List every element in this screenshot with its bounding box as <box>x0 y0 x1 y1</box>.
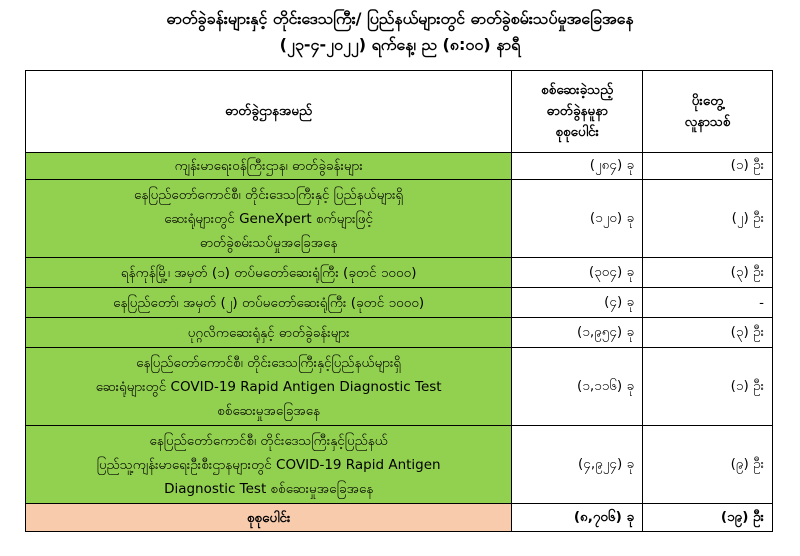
header-positive-line1: ပိုးတွေ့ <box>691 92 724 109</box>
tests-cell: (၁,၁၁၆) ခု <box>512 348 643 426</box>
lab-name-line: နေပြည်တော်ကောင်စီ၊ တိုင်းဒေသကြီးနှင့် ပြည်နယ်များရှိ <box>134 186 404 203</box>
table-row <box>26 288 773 318</box>
header-tests-line1: စစ်ဆေးခဲ့သည့် <box>541 82 614 98</box>
tests-cell: (၃၀၄) ခု <box>512 258 643 288</box>
lab-name-cell <box>26 348 512 426</box>
lab-name-cell <box>26 258 512 288</box>
total-row <box>26 504 773 532</box>
lab-name-cell <box>26 426 512 504</box>
positive-cell: (၁) ဦး <box>643 153 773 180</box>
positive-cell: (၉) ဦး <box>643 426 773 504</box>
positive-cell: (၁) ဦး <box>643 348 773 426</box>
header-tests-line3: စုစုပေါင်း <box>555 124 599 140</box>
lab-name-line: ပုဂ္ဂလိကဆေးရုံနှင့် ဓာတ်ခွဲခန်းများ <box>187 324 350 341</box>
header-new-positive <box>643 71 773 153</box>
report-date: (၂၃-၄-၂၀၂၂) ရက်နေ့၊ ည (၈:၀၀) နာရီ <box>279 35 521 54</box>
lab-name-line: နေပြည်တော်ကောင်စီ၊ တိုင်းဒေသကြီးနှင့်ပြည်နယ်များရှိ <box>136 354 402 371</box>
table-header-row <box>26 71 773 153</box>
positive-cell: (၃) ဦး <box>643 318 773 348</box>
lab-name-line: နေပြည်တော်၊ အမှတ် (၂) တပ်မတော်ဆေးရုံကြီး (ခုတင် ၁၀၀၀) <box>113 294 425 311</box>
total-positive: (၁၉) ဦး <box>643 504 773 532</box>
total-tests: (၈,၇၀၆) ခု <box>512 504 643 532</box>
positive-cell: (၂) ဦး <box>643 180 773 258</box>
lab-name-line: ဓာတ်ခွဲစမ်းသပ်မှုအခြေအနေ <box>199 234 338 251</box>
positive-cell: (၃) ဦး <box>643 258 773 288</box>
table-row <box>26 348 773 426</box>
header-tests-total <box>512 71 643 153</box>
tests-cell: (၄,၉၂၄) ခု <box>512 426 643 504</box>
lab-name-line: Diagnostic Test စစ်ဆေးမှုအခြေအနေ <box>164 480 374 497</box>
header-tests-line2: ဓာတ်ခွဲနမူနာ <box>546 103 608 119</box>
table-row <box>26 258 773 288</box>
lab-name-line: ဆေးရုံများတွင် COVID-19 Rapid Antigen Diagnostic Test <box>95 378 442 395</box>
lab-name-line: နေပြည်တော်ကောင်စီ၊ တိုင်းဒေသကြီးနှင့်ပြည်နယ် <box>149 432 388 449</box>
table-row <box>26 180 773 258</box>
table-row <box>26 318 773 348</box>
lab-name-cell <box>26 288 512 318</box>
lab-name-line: စစ်ဆေးမှုအခြေအနေ <box>217 402 321 419</box>
report-title: ဓာတ်ခွဲခန်းများနှင့် တိုင်းဒေသကြီး/ ပြည်နယ်များတွင် ဓာတ်ခွဲစမ်းသပ်မှုအခြေအနေ <box>166 9 634 28</box>
lab-name-line: ပြည်သူ့ကျန်းမာရေးဦးစီးဌာနများတွင် COVID-19 Rapid Antigen <box>96 456 441 473</box>
lab-name-cell <box>26 153 512 180</box>
header-lab-name: ဓာတ်ခွဲဌာနအမည် <box>26 71 512 153</box>
tests-cell: (၂၈၄) ခု <box>512 153 643 180</box>
tests-cell: (၄) ခု <box>512 288 643 318</box>
lab-name-cell <box>26 318 512 348</box>
lab-name-line: ရန်ကုန်မြို့၊ အမှတ် (၁) တပ်မတော်ဆေးရုံကြီး (ခုတင် ၁၀၀၀) <box>120 264 417 281</box>
lab-name-line: ကျန်းမာရေးဝန်ကြီးဌာန၊ ဓာတ်ခွဲခန်းများ <box>174 158 363 174</box>
testing-table <box>25 70 773 532</box>
lab-name-cell <box>26 180 512 258</box>
header-positive-line2: လူနာသစ် <box>684 113 731 130</box>
tests-cell: (၁,၉၅၄) ခု <box>512 318 643 348</box>
lab-name-line: ဆေးရုံများတွင် GeneXpert စက်များဖြင့် <box>164 210 374 227</box>
positive-cell: - <box>643 288 773 318</box>
table-row <box>26 153 773 180</box>
table-row <box>26 426 773 504</box>
total-label: စုစုပေါင်း <box>26 504 512 532</box>
tests-cell: (၁၂၀) ခု <box>512 180 643 258</box>
